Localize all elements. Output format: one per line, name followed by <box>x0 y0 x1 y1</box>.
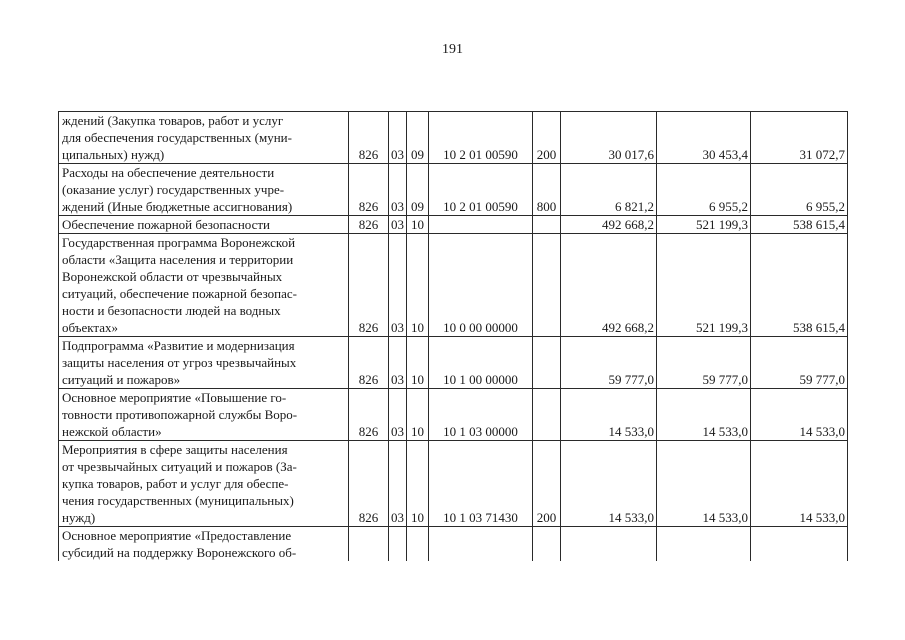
expense-type-cell <box>533 216 561 234</box>
amount-2019-cell: 14 533,0 <box>561 441 657 527</box>
ministry-code-cell: 826 <box>349 234 389 337</box>
row-name-line: Мероприятия в сфере защиты населения <box>62 442 288 457</box>
row-name-line: Основное мероприятие «Предоставление <box>62 528 292 543</box>
ministry-code-cell: 826 <box>349 216 389 234</box>
amount-2019-cell: 6 821,2 <box>561 164 657 216</box>
amount-2021-cell: 59 777,0 <box>751 337 848 389</box>
expense-type-cell: 800 <box>533 164 561 216</box>
row-name-cell <box>59 389 349 441</box>
ministry-code-cell: 826 <box>349 112 389 164</box>
expense-type-cell <box>533 234 561 337</box>
table-row <box>59 164 848 216</box>
amount-2021-cell: 14 533,0 <box>751 389 848 441</box>
table-row <box>59 112 848 164</box>
row-name-cell <box>59 441 349 527</box>
amount-2020-cell: 30 453,4 <box>657 112 751 164</box>
amount-2021-cell: 538 615,4 <box>751 216 848 234</box>
subsection-code-cell: 09 <box>407 112 429 164</box>
subsection-code-cell: 10 <box>407 389 429 441</box>
target-article-cell <box>429 527 533 562</box>
amount-2020-cell <box>657 527 751 562</box>
section-code-cell: 03 <box>389 216 407 234</box>
amount-2020-cell: 14 533,0 <box>657 389 751 441</box>
row-name-line: объектах» <box>62 320 119 335</box>
ministry-code-cell: 826 <box>349 389 389 441</box>
subsection-code-cell: 10 <box>407 216 429 234</box>
section-code-cell: 03 <box>389 441 407 527</box>
row-name-cell <box>59 164 349 216</box>
expense-type-cell: 200 <box>533 112 561 164</box>
amount-2020-cell: 521 199,3 <box>657 216 751 234</box>
subsection-code-cell: 09 <box>407 164 429 216</box>
target-article-cell: 10 1 03 00000 <box>429 389 533 441</box>
amount-2020-cell: 521 199,3 <box>657 234 751 337</box>
table-row <box>59 389 848 441</box>
row-name-cell <box>59 216 349 234</box>
subsection-code-cell: 10 <box>407 234 429 337</box>
ministry-code-cell: 826 <box>349 441 389 527</box>
ministry-code-cell <box>349 527 389 562</box>
row-name-line: ципальных) нужд) <box>62 147 165 162</box>
row-name-line: Государственная программа Воронежской <box>62 235 296 250</box>
amount-2019-cell <box>561 527 657 562</box>
row-name-cell <box>59 527 349 562</box>
amount-2019-cell: 492 668,2 <box>561 234 657 337</box>
row-name-line: Обеспечение пожарной безопасности <box>62 217 271 232</box>
row-name-line: ситуаций и пожаров» <box>62 372 181 387</box>
row-name-line: ждений (Закупка товаров, работ и услуг <box>62 113 284 128</box>
row-name-line: Основное мероприятие «Повышение го- <box>62 390 287 405</box>
row-name-cell <box>59 234 349 337</box>
amount-2020-cell: 14 533,0 <box>657 441 751 527</box>
amount-2021-cell: 6 955,2 <box>751 164 848 216</box>
budget-table <box>58 111 848 561</box>
page-number: 191 <box>442 42 463 57</box>
row-name-line: ждений (Иные бюджетные ассигнования) <box>62 199 293 214</box>
row-name-line: от чрезвычайных ситуаций и пожаров (За- <box>62 459 297 474</box>
row-name-line: ситуаций, обеспечение пожарной безопас- <box>62 286 297 301</box>
row-name-cell <box>59 112 349 164</box>
row-name-line: купка товаров, работ и услуг для обеспе- <box>62 476 289 491</box>
row-name-line: нужд) <box>62 510 96 525</box>
section-code-cell: 03 <box>389 234 407 337</box>
amount-2021-cell: 538 615,4 <box>751 234 848 337</box>
row-name-line: Расходы на обеспечение деятельности <box>62 165 275 180</box>
row-name-line: ности и безопасности людей на водных <box>62 303 281 318</box>
expense-type-cell <box>533 527 561 562</box>
expense-type-cell: 200 <box>533 441 561 527</box>
target-article-cell: 10 2 01 00590 <box>429 164 533 216</box>
row-name-line: Подпрограмма «Развитие и модернизация <box>62 338 295 353</box>
amount-2021-cell: 14 533,0 <box>751 441 848 527</box>
table-row <box>59 234 848 337</box>
amount-2019-cell: 59 777,0 <box>561 337 657 389</box>
row-name-line: области «Защита населения и территории <box>62 252 294 267</box>
row-name-line: субсидий на поддержку Воронежского об- <box>62 545 297 560</box>
row-name-cell <box>59 337 349 389</box>
amount-2019-cell: 14 533,0 <box>561 389 657 441</box>
target-article-cell: 10 1 03 71430 <box>429 441 533 527</box>
table-row <box>59 216 848 234</box>
table-row <box>59 337 848 389</box>
row-name-line: защиты населения от угроз чрезвычайных <box>62 355 297 370</box>
amount-2020-cell: 6 955,2 <box>657 164 751 216</box>
target-article-cell: 10 2 01 00590 <box>429 112 533 164</box>
subsection-code-cell <box>407 527 429 562</box>
section-code-cell: 03 <box>389 389 407 441</box>
table-row <box>59 527 848 562</box>
section-code-cell: 03 <box>389 337 407 389</box>
subsection-code-cell: 10 <box>407 337 429 389</box>
table-row <box>59 441 848 527</box>
row-name-line: товности противопожарной службы Воро- <box>62 407 298 422</box>
target-article-cell: 10 1 00 00000 <box>429 337 533 389</box>
ministry-code-cell: 826 <box>349 164 389 216</box>
row-name-line: для обеспечения государственных (муни- <box>62 130 292 145</box>
target-article-cell <box>429 216 533 234</box>
section-code-cell: 03 <box>389 112 407 164</box>
row-name-line: Воронежской области от чрезвычайных <box>62 269 283 284</box>
expense-type-cell <box>533 337 561 389</box>
ministry-code-cell: 826 <box>349 337 389 389</box>
amount-2020-cell: 59 777,0 <box>657 337 751 389</box>
row-name-line: нежской области» <box>62 424 162 439</box>
amount-2021-cell: 31 072,7 <box>751 112 848 164</box>
amount-2019-cell: 492 668,2 <box>561 216 657 234</box>
section-code-cell <box>389 527 407 562</box>
expense-type-cell <box>533 389 561 441</box>
amount-2019-cell: 30 017,6 <box>561 112 657 164</box>
amount-2021-cell <box>751 527 848 562</box>
target-article-cell: 10 0 00 00000 <box>429 234 533 337</box>
row-name-line: чения государственных (муниципальных) <box>62 493 294 508</box>
subsection-code-cell: 10 <box>407 441 429 527</box>
row-name-line: (оказание услуг) государственных учре- <box>62 182 285 197</box>
section-code-cell: 03 <box>389 164 407 216</box>
